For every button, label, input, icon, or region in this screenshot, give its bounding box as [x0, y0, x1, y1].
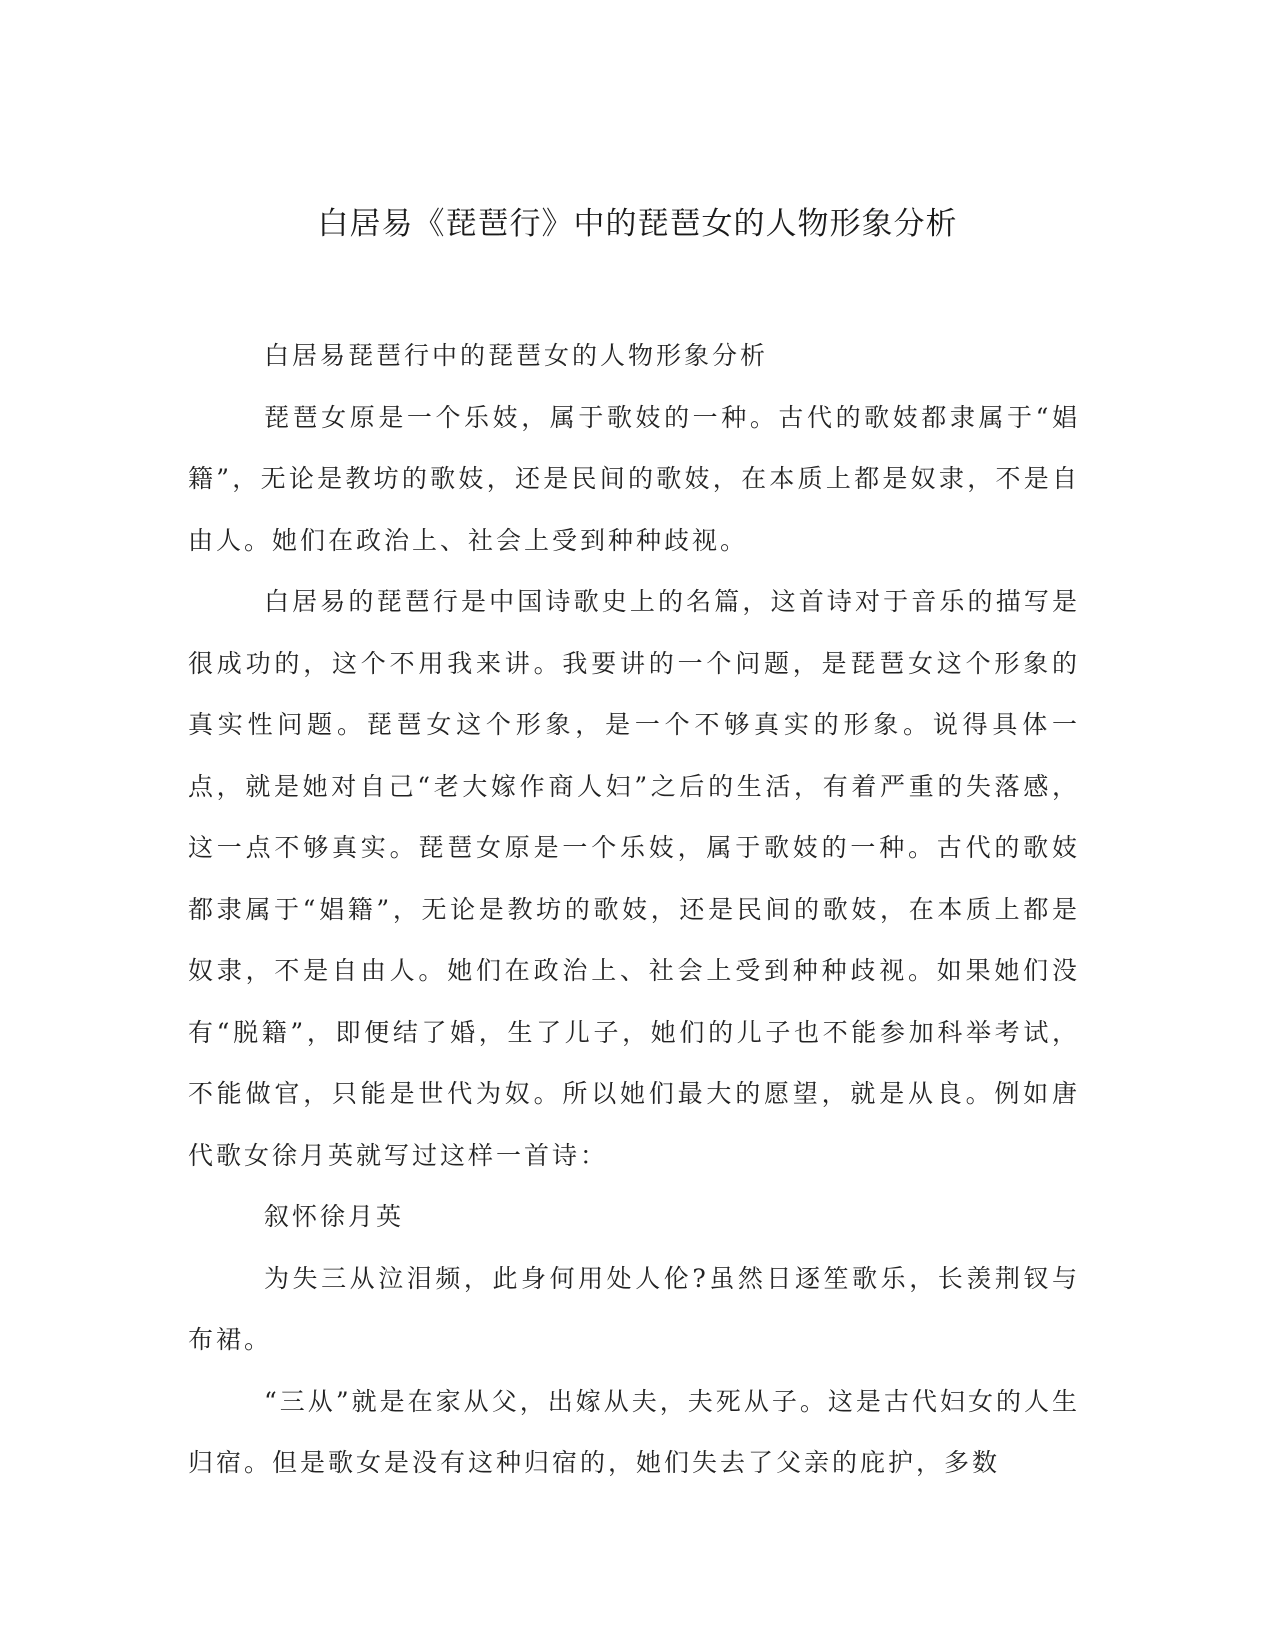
poem-text: 为失三从泣泪频，此身何用处人伦?虽然日逐笙歌乐，长羡荆钗与布裙。 — [188, 1263, 1080, 1354]
paragraph-subtitle: 白居易琵琶行中的琵琶女的人物形象分析 — [264, 341, 769, 370]
document-body — [188, 325, 1080, 1494]
poem-title: 叙怀徐月英 — [264, 1202, 405, 1231]
paragraph: “三从”就是在家从父，出嫁从夫，夫死从子。这是古代妇女的人生归宿。但是歌女是没有这种归宿的，她们失去了父亲的庇护，多数 — [188, 1386, 1080, 1477]
document-title: 白居易《琵琶行》中的琵琶女的人物形象分析 — [317, 206, 958, 242]
paragraph: 琵琶女原是一个乐妓，属于歌妓的一种。古代的歌妓都隶属于“娼籍”，无论是教坊的歌妓，还是民间的歌妓，在本质上都是奴隶，不是自由人。她们在政治上、社会上受到种种歧视。 — [188, 402, 1080, 555]
paragraph: 白居易的琵琶行是中国诗歌史上的名篇，这首诗对于音乐的描写是很成功的，这个不用我来讲。我要讲的一个问题，是琵琶女这个形象的真实性问题。琵琶女这个形象，是一个不够真实的形象。说得具体一点，就是她对自己“老大嫁作商人妇”之后的生活，有着严重的失落感，这一点不够真实。琵琶女原是一个乐妓，属于歌妓的一种。古代的歌妓都隶属于“娼籍”，无论是教坊的歌妓，还是民间的歌妓，在本质上都是奴隶，不是自由人。她们在政治上、社会上受到种种歧视。如果她们没有“脱籍”，即便结了婚，生了儿子，她们的儿子也不能参加科举考试，不能做官，只能是世代为奴。所以她们最大的愿望，就是从良。例如唐代歌女徐月英就写过这样一首诗： — [188, 587, 1080, 1170]
